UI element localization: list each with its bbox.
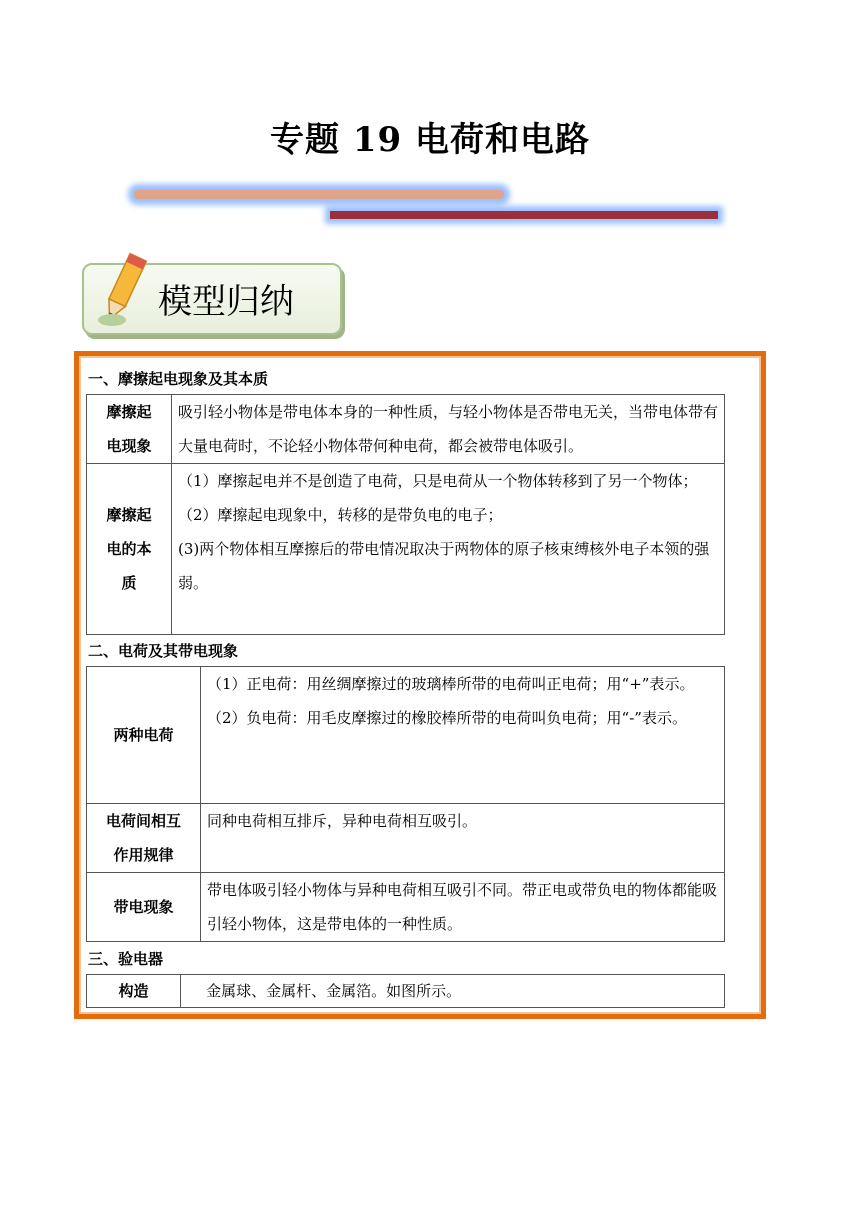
row-head: 带电现象 [87,873,201,942]
row-content [172,464,725,635]
row-head: 构造 [87,975,181,1008]
row-head: 电荷间相互 作用规律 [87,804,201,873]
table-row [87,395,725,464]
decorative-bar-lower [330,211,718,219]
row-content [201,873,725,942]
section-heading-3: 三、验电器 [88,950,164,968]
row-text: （2）摩擦起电现象中，转移的是带负电的电子； [178,506,503,524]
table-charges [86,666,725,942]
table-row [87,975,725,1008]
table-row [87,873,725,942]
banner-label: 模型归纳 [158,282,294,322]
table-row [87,804,725,873]
row-content [181,975,725,1008]
row-text: 带电体吸引轻小物体与异种电荷相互吸引不同。带正电或带负电的物体都能吸引轻小物体，这是带电体的一种性质。 [207,881,718,933]
row-content [201,804,725,873]
section-heading-2: 二、电荷及其带电现象 [88,642,239,660]
row-text: 金属球、金属杆、金属箔。如图所示。 [187,982,462,1000]
table-friction [86,394,725,635]
row-text: 吸引轻小物体是带电体本身的一种性质，与轻小物体是否带电无关，当带电体带有大量电荷时，不论轻小物体带何种电荷，都会被带电体吸引。 [178,403,719,455]
table-row [87,667,725,804]
row-head: 两种电荷 [87,667,201,804]
section-heading-1: 一、摩擦起电现象及其本质 [88,370,269,388]
page-title: 专题 19 电荷和电路 [270,120,590,160]
row-head: 摩擦起 电现象 [87,395,172,464]
pencil-icon [90,250,156,330]
row-content [201,667,725,804]
row-text: 同种电荷相互排斥，异种电荷相互吸引。 [207,812,478,830]
row-text: （2）负电荷：用毛皮摩擦过的橡胶棒所带的电荷叫负电荷；用“-”表示。 [207,709,687,727]
table-electroscope [86,974,725,1008]
row-content [172,395,725,464]
row-text: （1）正电荷：用丝绸摩擦过的玻璃棒所带的电荷叫正电荷；用“+”表示。 [207,675,695,693]
row-text: （1）摩擦起电并不是创造了电荷，只是电荷从一个物体转移到了另一个物体； [178,472,698,490]
table-row [87,464,725,635]
decorative-bar-upper [134,190,504,199]
row-head: 摩擦起 电的本 质 [87,464,172,635]
row-text: (3)两个物体相互摩擦后的带电情况取决于两物体的原子核束缚核外电子本领的强弱。 [178,540,710,592]
